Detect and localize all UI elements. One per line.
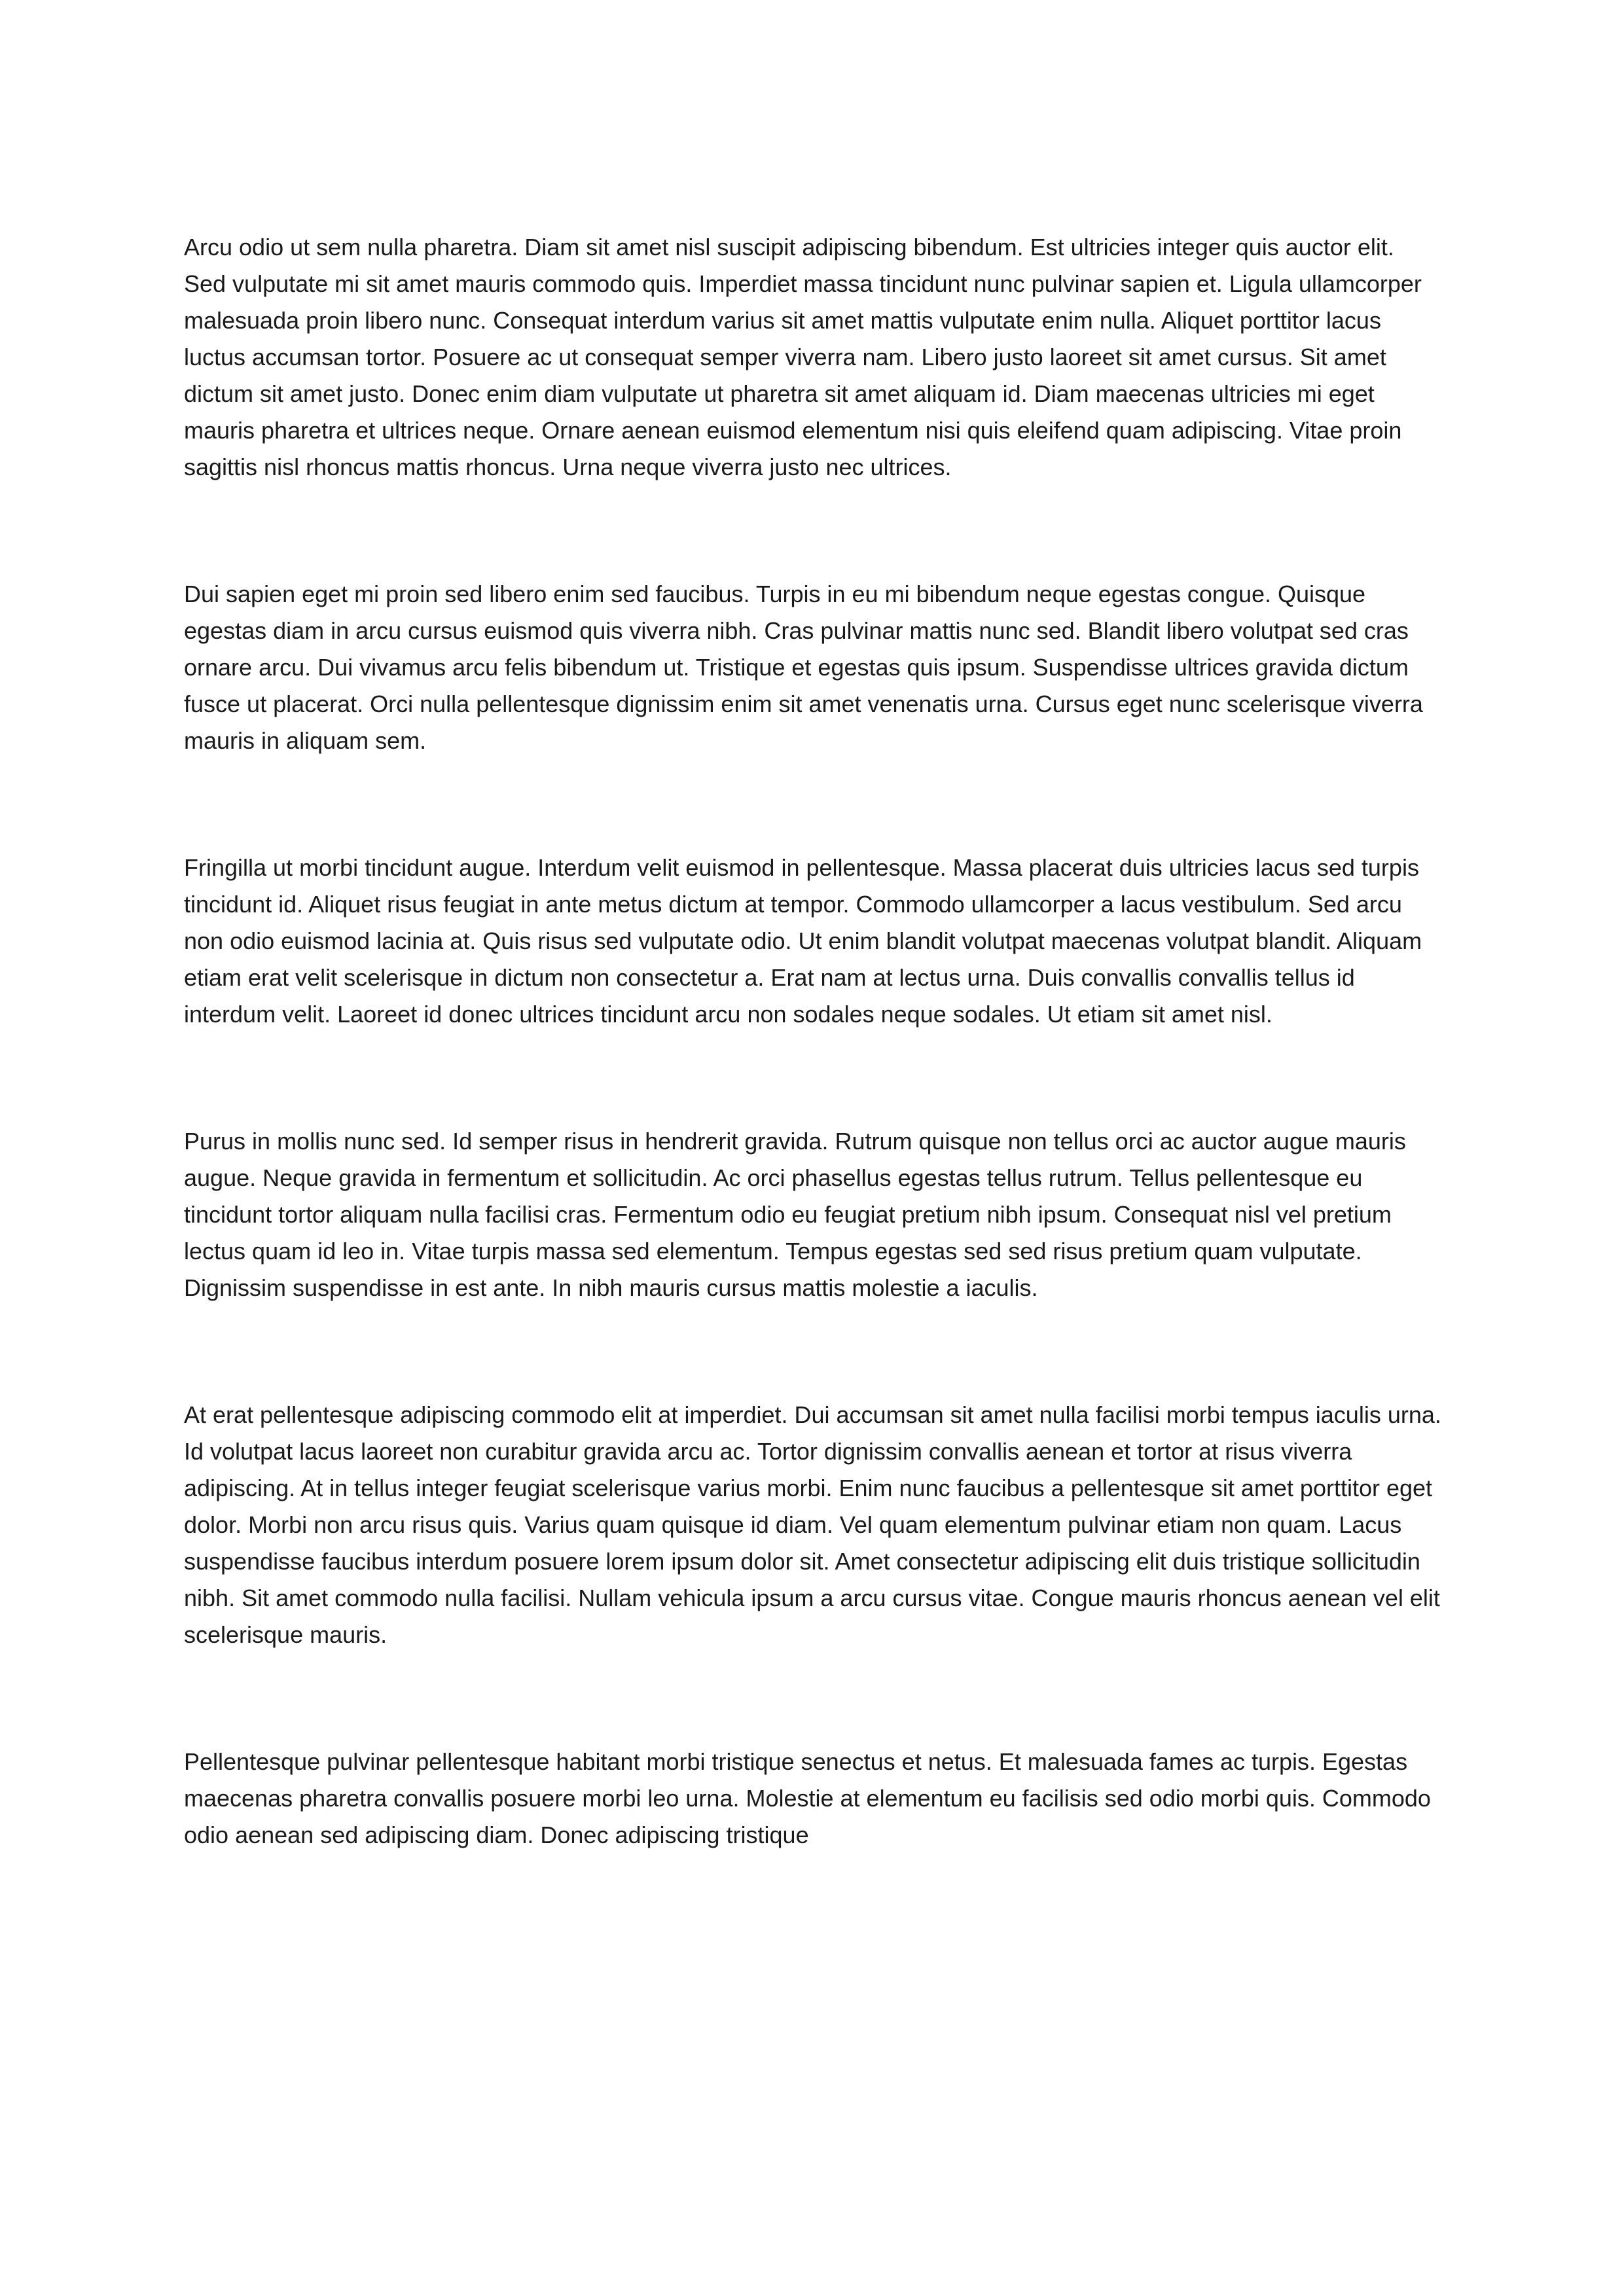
- document-body: [184, 229, 1441, 1854]
- paragraph: Fringilla ut morbi tincidunt augue. Interdum velit euismod in pellentesque. Massa placerat duis ultricies lacus sed turpis tincidunt id. Aliquet risus feugiat in ante metus dictum at tempor. Commodo ullamcorper a lacus vestibulum. Sed arcu non odio euismod lacinia at. Quis risus sed vulputate odio. Ut enim blandit volutpat maecenas volutpat blandit. Aliquam etiam erat velit scelerisque in dictum non consectetur a. Erat nam at lectus urna. Duis convallis convallis tellus id interdum velit. Laoreet id donec ultrices tincidunt arcu non sodales neque sodales. Ut etiam sit amet nisl.: [184, 854, 1422, 1028]
- paragraph: Pellentesque pulvinar pellentesque habitant morbi tristique senectus et netus. Et malesuada fames ac turpis. Egestas maecenas pharetra convallis posuere morbi leo urna. Molestie at elementum eu facilisis sed odio morbi quis. Commodo odio aenean sed adipiscing diam. Donec adipiscing tristique: [184, 1748, 1431, 1848]
- paragraph: Dui sapien eget mi proin sed libero enim sed faucibus. Turpis in eu mi bibendum neque egestas congue. Quisque egestas diam in arcu cursus euismod quis viverra nibh. Cras pulvinar mattis nunc sed. Blandit libero volutpat sed cras ornare arcu. Dui vivamus arcu felis bibendum ut. Tristique et egestas quis ipsum. Suspendisse ultrices gravida dictum fusce ut placerat. Orci nulla pellentesque dignissim enim sit amet venenatis urna. Cursus eget nunc scelerisque viverra mauris in aliquam sem.: [184, 581, 1423, 754]
- paragraph: Purus in mollis nunc sed. Id semper risus in hendrerit gravida. Rutrum quisque non tellus orci ac auctor augue mauris augue. Neque gravida in fermentum et sollicitudin. Ac orci phasellus egestas tellus rutrum. Tellus pellentesque eu tincidunt tortor aliquam nulla facilisi cras. Fermentum odio eu feugiat pretium nibh ipsum. Consequat nisl vel pretium lectus quam id leo in. Vitae turpis massa sed elementum. Tempus egestas sed sed risus pretium quam vulputate. Dignissim suspendisse in est ante. In nibh mauris cursus mattis molestie a iaculis.: [184, 1128, 1406, 1301]
- paragraph: At erat pellentesque adipiscing commodo elit at imperdiet. Dui accumsan sit amet nulla facilisi morbi tempus iaculis urna. Id volutpat lacus laoreet non curabitur gravida arcu ac. Tortor dignissim convallis aenean et tortor at risus viverra adipiscing. At in tellus integer feugiat scelerisque varius morbi. Enim nunc faucibus a pellentesque sit amet porttitor eget dolor. Morbi non arcu risus quis. Varius quam quisque id diam. Vel quam elementum pulvinar etiam non quam. Lacus suspendisse faucibus interdum posuere lorem ipsum dolor sit. Amet consectetur adipiscing elit duis tristique sollicitudin nibh. Sit amet commodo nulla facilisi. Nullam vehicula ipsum a arcu cursus vitae. Congue mauris rhoncus aenean vel elit scelerisque mauris.: [184, 1401, 1441, 1648]
- paragraph: Arcu odio ut sem nulla pharetra. Diam sit amet nisl suscipit adipiscing bibendum. Est ultricies integer quis auctor elit. Sed vulputate mi sit amet mauris commodo quis. Imperdiet massa tincidunt nunc pulvinar sapien et. Ligula ullamcorper malesuada proin libero nunc. Consequat interdum varius sit amet mattis vulputate enim nulla. Aliquet porttitor lacus luctus accumsan tortor. Posuere ac ut consequat semper viverra nam. Libero justo laoreet sit amet cursus. Sit amet dictum sit amet justo. Donec enim diam vulputate ut pharetra sit amet aliquam id. Diam maecenas ultricies mi eget mauris pharetra et ultrices neque. Ornare aenean euismod elementum nisi quis eleifend quam adipiscing. Vitae proin sagittis nisl rhoncus mattis rhoncus. Urna neque viverra justo nec ultrices.: [184, 234, 1422, 480]
